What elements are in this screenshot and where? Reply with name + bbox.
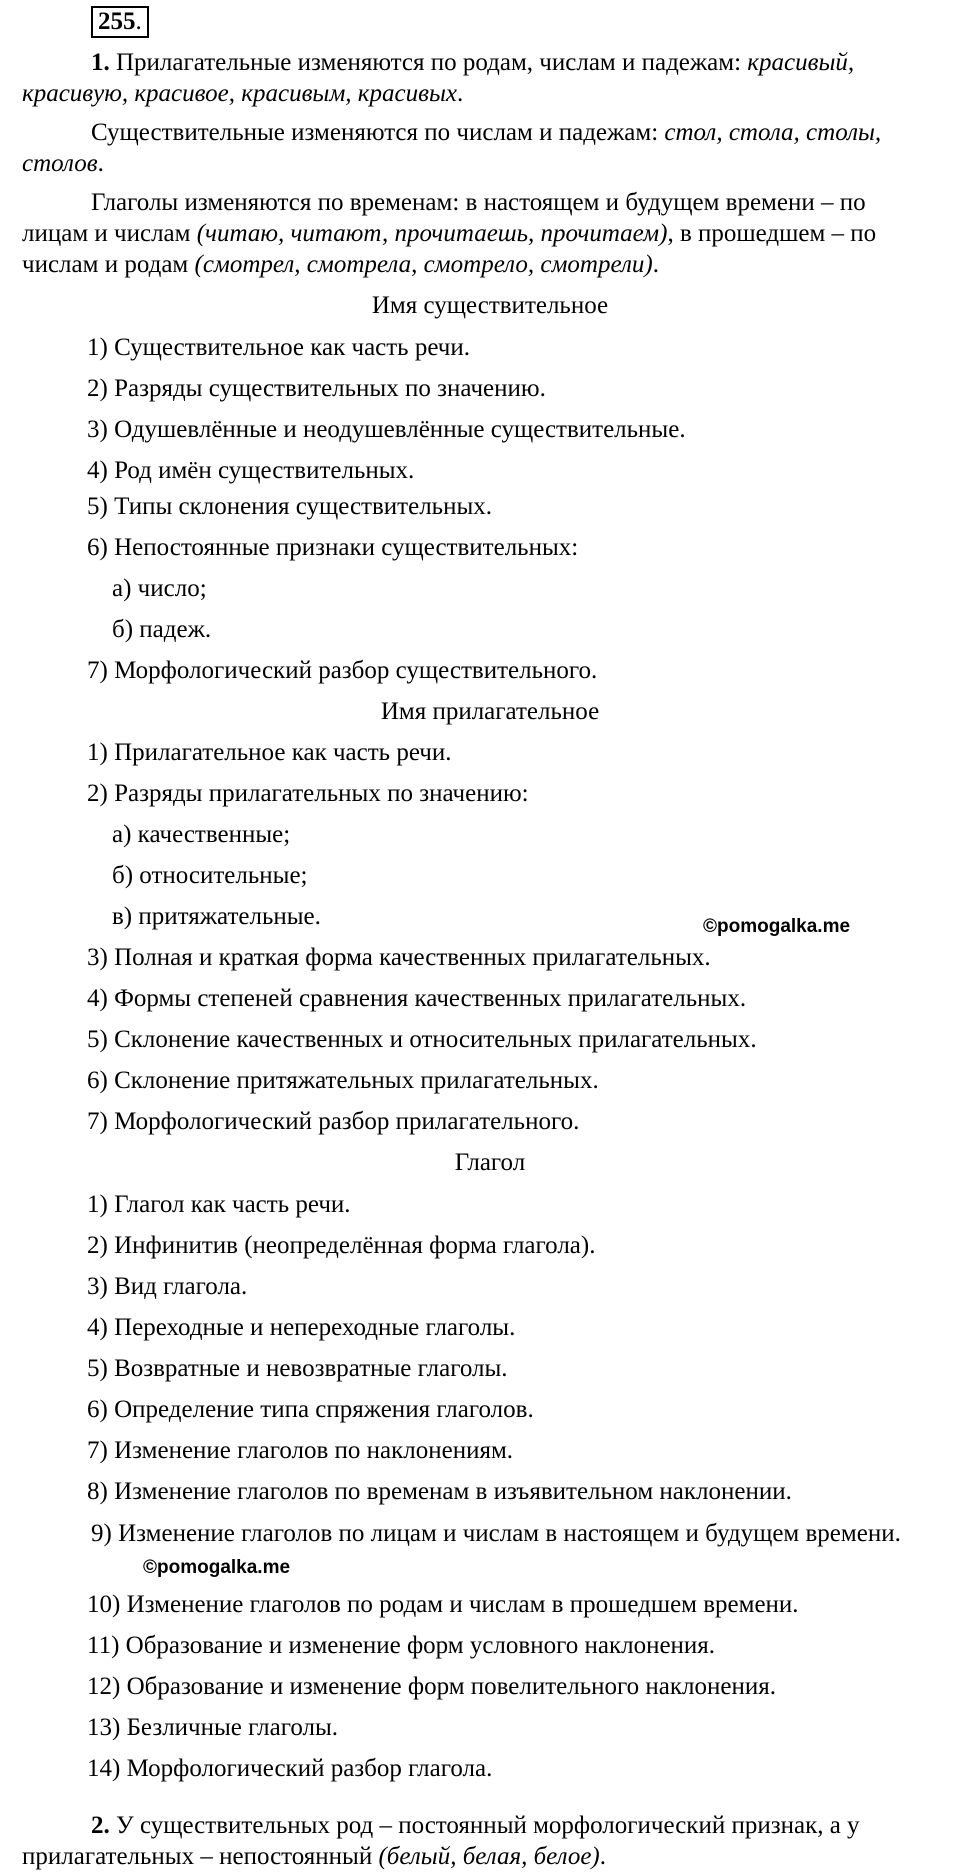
watermark: ©pomogalka.me — [143, 1557, 291, 1578]
verb-item: 3) Вид глагола. — [87, 1273, 248, 1300]
verb-item: 13) Безличные глаголы. — [87, 1714, 339, 1741]
intro-p3-examples2: (смотрел, смотрела, смотрело, смотрели) — [194, 251, 653, 278]
verb-item: 10) Изменение глаголов по родам и числам в прошедшем времени. — [87, 1591, 799, 1618]
adjective-item: 4) Формы степеней сравнения качественных прилагательных. — [87, 985, 747, 1012]
verb-item: 8) Изменение глаголов по временам в изъявительном наклонении. — [87, 1478, 792, 1505]
noun-item: 7) Морфологический разбор существительного. — [87, 657, 598, 684]
intro-p2-end: . — [97, 150, 104, 177]
adjective-item: 2) Разряды прилагательных по значению: — [87, 780, 529, 807]
verb-item: 2) Инфинитив (неопределённая форма глагола). — [87, 1232, 596, 1259]
watermark: ©pomogalka.me — [703, 916, 851, 937]
verb-item: 12) Образование и изменение форм повелительного наклонения. — [87, 1673, 776, 1700]
intro-p1-examples: красивый, красивую, красивое, красивым, красивых — [22, 49, 855, 107]
noun-item: 1) Существительное как часть речи. — [87, 334, 471, 361]
verb-item: 14) Морфологический разбор глагола. — [87, 1755, 493, 1782]
intro-paragraph-3 — [22, 187, 912, 280]
part2-examples: (белый, белая, белое) — [378, 1843, 600, 1870]
intro-p1-text: Прилагательные изменяются по родам, числам и падежам: — [109, 49, 748, 76]
intro-p3-text1: Глаголы изменяются по временам: в настоящем и будущем времени – по лицам и числам — [22, 189, 866, 247]
verb-item: 4) Переходные и непереходные глаголы. — [87, 1314, 516, 1341]
adjective-subitem: б) относительные; — [112, 862, 308, 889]
noun-item: 2) Разряды существительных по значению. — [87, 375, 546, 402]
intro-p3-text2: , в прошедшем – по числам и родам — [22, 220, 877, 278]
exercise-number: 255 — [98, 8, 136, 35]
exercise-number-dot: . — [135, 8, 142, 35]
noun-item: 6) Непостоянные признаки существительных: — [87, 534, 579, 561]
intro-p1-end: . — [456, 80, 464, 107]
intro-p3-examples1: (читаю, читают, прочитаешь, прочитаем) — [196, 220, 668, 247]
intro-paragraph-2 — [22, 117, 912, 179]
noun-item: 4) Род имён существительных. — [87, 457, 415, 484]
section-heading-noun: Имя существительное — [371, 292, 609, 319]
verb-item: 5) Возвратные и невозвратные глаголы. — [87, 1355, 508, 1382]
noun-subitem: б) падеж. — [112, 616, 212, 643]
noun-item: 3) Одушевлённые и неодушевлённые существительные. — [87, 416, 686, 443]
part-number-1: 1. — [91, 49, 110, 76]
verb-item-wrapped: 9) Изменение глаголов по лицам и числам в настоящем и будущем времени. — [91, 1520, 901, 1547]
adjective-item: 6) Склонение притяжательных прилагательных. — [87, 1067, 599, 1094]
part-2-paragraph — [22, 1810, 912, 1872]
verb-item: 7) Изменение глаголов по наклонениям. — [87, 1437, 514, 1464]
section-heading-adjective: Имя прилагательное — [380, 698, 600, 725]
adjective-item: 5) Склонение качественных и относительных прилагательных. — [87, 1026, 757, 1053]
adjective-item: 7) Морфологический разбор прилагательного. — [87, 1108, 580, 1135]
intro-p2-text: Существительные изменяются по числам и падежам: — [91, 119, 665, 146]
part2-end: . — [599, 1843, 606, 1870]
intro-p2-examples: стол, стола, столы, столов — [22, 119, 882, 177]
verb-item: 11) Образование и изменение форм условного наклонения. — [87, 1632, 716, 1659]
intro-paragraph-1 — [22, 47, 912, 109]
exercise-number-box — [91, 6, 149, 38]
intro-p3-end: . — [652, 251, 659, 278]
noun-item: 5) Типы склонения существительных. — [87, 493, 492, 520]
noun-subitem: а) число; — [112, 575, 207, 602]
verb-item: 6) Определение типа спряжения глаголов. — [87, 1396, 534, 1423]
section-heading-verb: Глагол — [454, 1149, 526, 1176]
adjective-subitem: в) притяжательные. — [112, 903, 321, 930]
adjective-subitem: а) качественные; — [112, 821, 291, 848]
adjective-item: 1) Прилагательное как часть речи. — [87, 739, 452, 766]
part2-text: У существительных род – постоянный морфологический признак, а у прилагательных – непостоянный — [22, 1812, 860, 1870]
adjective-item: 3) Полная и краткая форма качественных прилагательных. — [87, 944, 711, 971]
part-number-2: 2. — [91, 1812, 110, 1839]
verb-item: 1) Глагол как часть речи. — [87, 1191, 351, 1218]
